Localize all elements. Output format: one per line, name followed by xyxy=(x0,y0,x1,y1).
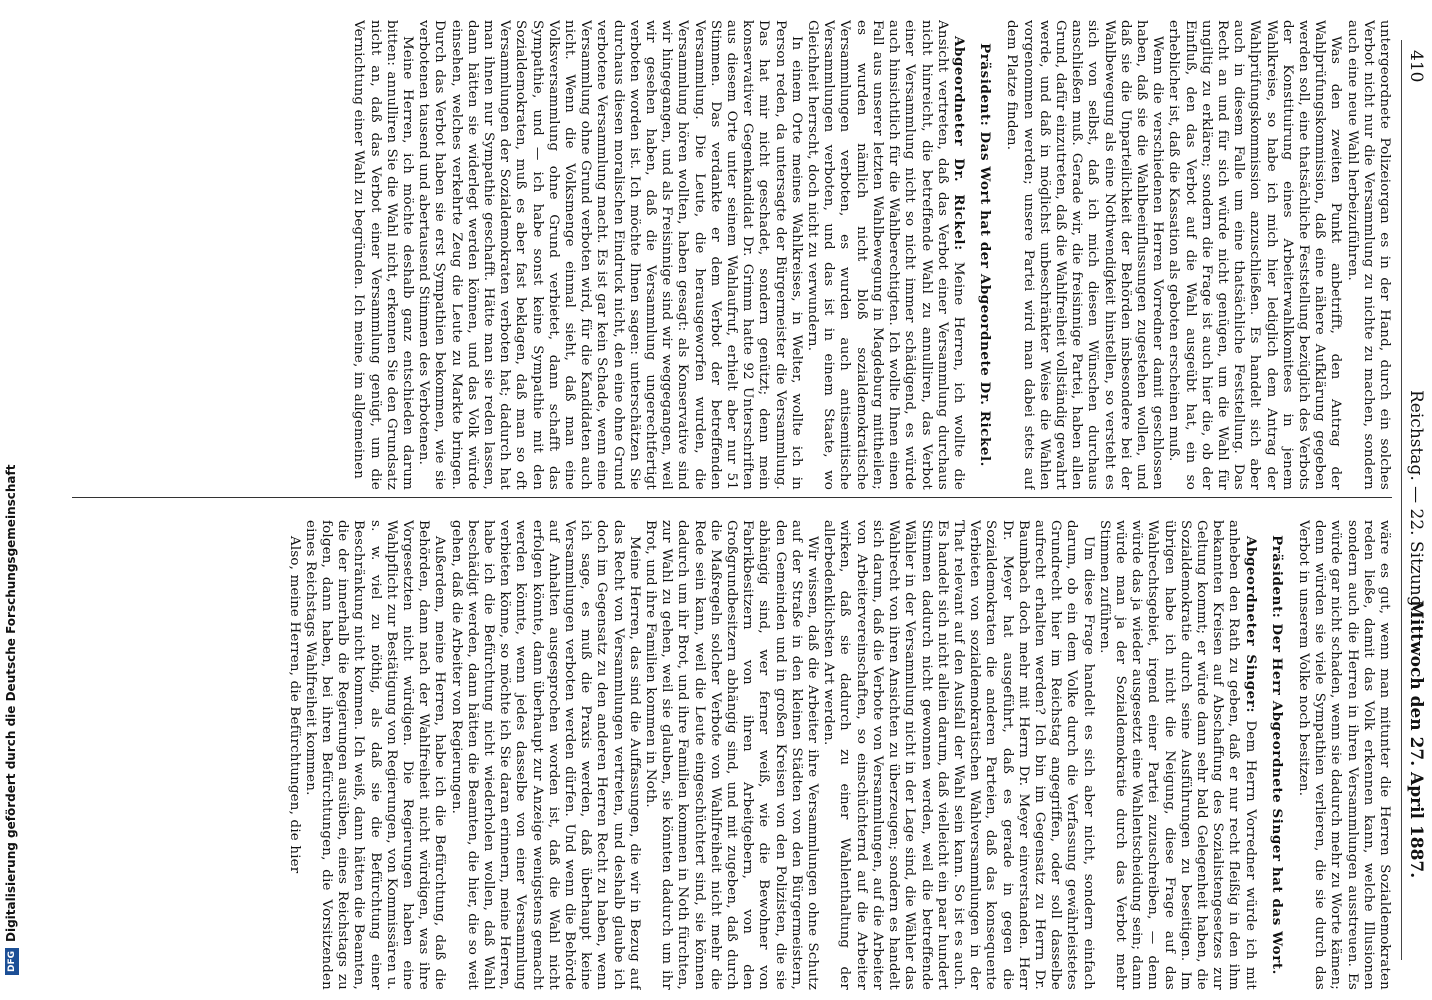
paragraph: In einem Orte meines Wahlkreises, in Welter, wollte ich in Person reden, da untersagte der Bürgermeister die Versammlung. Das hat mir nicht geschadet, sondern genützt; denn mein konservativer Gegenkandidat Dr. Grimm hatte 92 Unterschriften aus diesem Orte unter seinem Wahlaufruf, erhielt aber nur 51 Stimmen. Das verdankte er dem Verbot der betreffenden Versammlung. Die Leute, die herausgeworfen wurden, die Versammlung hören wollten, haben gesagt: als Konservative sind wir hingegangen, und als Freisinnige sind wir weggegangen, weil wir gesehen haben, daß die Versammlung ungerechtfertigt verboten worden ist. Ich möchte Ihnen sagen: unterschätzen Sie durchaus diesen moralischen Eindruck nicht, den eine ohne Grund verbotene Versammlung macht. Es ist gar kein Schade, wenn eine Versammlung ohne Grund verboten wird, für die Kandidaten auch nicht. Wenn die Volksmenge einmal sieht, daß man eine Volksversammlung ohne Grund verbietet, dann schafft das Sympathie, und — ich habe sonst keine Sympathie mit den Sozialdemokraten, muß es aber fast beklagen, daß man so oft Versammlungen der Sozialdemokraten verboten hat; dadurch hat man ihnen nur Sympathie geschafft. Hätte man sie reden lassen, dann hätten sie widerlegt werden können, und das Volk würde einsehen, welches verkehrte Zeug die Leute zu Markte bringen. Durch das Verbot haben sie erst Sympathien bekommen, wie sie verbotenen tausend und abertausend Stimmen des Verbotenen. xyxy=(416,20,804,490)
page-header xyxy=(1404,40,1426,960)
speaker-heading: Präsident: Der Herr Abgeordnete Singer hat das Wort. xyxy=(1268,535,1285,975)
header-title: Reichstag. — 22. Sitzung. xyxy=(1406,390,1426,613)
paragraph: Um diese Frage handelt es sich aber nicht, sondern einfach darum, ob ein dem Volke durch die Verfassung gewährleistetes Grundrecht hier im Reichstag angegriffen, oder soll dasselbe aufrecht erhalten werden? Ich bin im Gegensatz zu Herrn Dr. Baumbach doch mehr mit Herrn Dr. Meyer einverstanden. Herr Dr. Meyer hat ausgeführt, daß es gerade in gegen die Sozialdemokraten die anderen Parteien, daß das konsequente Verbieten von sozialdemokratischen Wahlversammlungen in der That relevant auf den Ausfall der Wahl sein kann. So ist es auch. Es handelt sich nicht allein darum, daß vielleicht ein paar hundert Stimmen dadurch nicht gewonnen werden, weil die betreffende Wähler in der Versammlung nicht in der Lage sind, die Wähler das Wahlrecht von ihren Ansichten zu überzeugen; sondern es handelt sich darum, daß die Verbote von Versammlungen, auf die Arbeiter von Arbeitervereinschaften, so einschüchternd auf die Arbeiter wirken, daß sie dadurch zu einer Wahlenthaltung der allerbedenklichsten Art werden. xyxy=(821,520,1096,990)
paragraph: Meine Herren, das sind die Auffassungen, die wir in Bezug auf das Recht von Versammlungen vertreten, und deshalb glaube ich doch im Gegensatz zu den anderen Herren Recht zu haben, wenn ich sage, es muß die Praxis werden, daß überhaupt keine Versammlungen verboten werden dürfen. Und wenn die Behörde auf Anhalten ausgesprochen worden ist, daß die Wahl nicht erfolgen könnte, dann überhaupt zur Anzeige wenigstens gemacht werden könnte, wenn jedes dasselbe von einer Versammlung verbieten könne, so möchte ich Sie daran erinnern, meine Herren, habe ich die Befürchtung nicht wiederholen wollen, daß Wahl beschädigt werden, dann hätten die Beamten, die hier, die so weit gehen, daß die Arbeiter von Regierungen. xyxy=(448,520,642,990)
credit-text: Digitalisierung gefördert durch die Deutsche Forschungsgemeinschaft xyxy=(4,464,18,942)
dfg-logo: DFG xyxy=(5,948,19,975)
right-column xyxy=(72,520,1392,990)
credit-line xyxy=(4,0,22,975)
paragraph: Wenn die verschiedenen Herren Vorredner damit geschlossen haben, daß sie die Wahlbeeinflussungen zugestehen wollen, und daß sie die Unparteilichkeit der Behörden insbesondere bei der Wahlbewegung als eine Nothwendigkeit hinstellen, so versteht es sich von selbst, daß ich mich diesen Wünschen durchaus anschließen muß. Gerade wir, die freisinnige Partei, haben allen Grund, dafür einzutreten, daß die Wahlfreiheit vollständig gewahrt werde, und daß in möglichst unbeschränkter Weise die Wahlen vorgenommen werden; unsere Partei wird man dabei stets auf dem Platze finden. xyxy=(1004,20,1166,490)
paragraph: untergeordnete Polizeiorgan es in der Hand, durch ein solches Verbot nicht nur die Versammlung zu nichte zu machen, sondern auch eine neue Wahl herbeizuführen. xyxy=(1344,20,1392,490)
document-page xyxy=(60,0,1432,1000)
paragraph-text: Dem Herrn Vorredner würde ich mit anheben den Rath zu geben, daß er nur recht fleißig in den ihm bekannten Kreisen auf Abschaffung des Sozialistengesetzes zur Geltung kommt; er würde dann sehr bald Gelegenheit haben, die Sozialdemokratie durch seine Ausführungen zu beseitigen. Im übrigen habe ich nicht die Neigung, diese Frage auf das Wahlrechtsgebiet, irgend einer Partei zuzuschreiben, — denn würde das ja wieder ausgesetzt eine Wahlentscheidung sein; dann würde man ja der Sozialdemokratie durch das Verbot mehr Stimmen zuführen. xyxy=(1096,520,1258,990)
speaker-heading: Präsident: Das Wort hat der Abgeordnete Dr. Rickel. xyxy=(977,43,994,467)
paragraph xyxy=(804,20,967,490)
speaker-name: Abgeordneter Singer: xyxy=(1242,536,1259,713)
paragraph: Außerdem, meine Herren, habe ich die Befürchtung, daß die Behörden, dann nach der Wahlfreiheit nicht würdigen, was ihre Vorgesetzten nicht würdigen. Die Regierungen haben eine Wahlpflicht zur Bestätigung von Regierungen, von Kommissären u. s. w. viel zu nöthig, als daß sie die Befürchtung einer Beschränkung nicht kommen. Ich weiß, dann hätten die Beamten, die der innerhalb die Regierungen ausüben, eines Reichstags zu folgen, dann haben, bei ihren Befürchtungen, die Vorsitzenden eines Reichstags Wahlfreiheit kommen. xyxy=(302,520,448,990)
paragraph: Was den zweiten Punkt anbetrifft, den Antrag der Wahlprüfungskommission, daß eine nähere Aufklärung gegeben werden soll, eine thatsächliche Feststellung bezüglich des Verbots der Konstituirung eines Arbeiterwahlkomitees in jenem Wahlkreise, so habe ich mich hier lediglich dem Antrag der Wahlprüfungskommission anzuschließen. Es handelt sich aber auch in diesem Falle um eine thatsächliche Feststellung. Das Recht an und für sich würde nicht genügen, um die Wahl für ungiltig zu erklären; sondern die Frage ist auch hier die, ob der Einfluß, den das Verbot auf die Wahl ausgeübt hat, ein so erheblicher ist, daß die Kassation als geboten erscheinen muß. xyxy=(1166,20,1344,490)
header-rule xyxy=(1401,40,1402,960)
speaker-name: Abgeordneter Dr. Rickel: xyxy=(950,36,967,251)
column-divider xyxy=(72,497,1392,498)
page-number: 410 xyxy=(1406,50,1426,83)
paragraph: Also, meine Herren, die Befürchtungen, die hier xyxy=(286,536,302,874)
header-date: Mittwoch den 27. April 1887. xyxy=(1406,600,1426,879)
left-column xyxy=(72,20,1392,490)
paragraph: wäre es gut, wenn man mitunter die Herren Sozialdemokraten reden ließe, damit das Volk erkennen kann, welche Illusionen sondern auch die Herren in ihren Versammlungen ausstreuen. Es würde gar nicht schaden, wenn sie dadurch mehr zu Worte kämen; denn würden sie viele Sympathien verlieren, die sie durch das Verbot in unserem Volke noch besitzen. xyxy=(1295,520,1392,990)
digitization-credit xyxy=(2,0,22,1000)
paragraph-text: Meine Herren, ich wollte die Ansicht vertreten, daß das Verbot einer Versammlung durchaus nicht hinreicht, die betreffende Wahl zu annulliren, das Verbot einer Versammlung nicht so nicht immer schädigend, es würde auch hinsichtlich für die Wahlberechtigten. Ich wollte Ihnen einen Fall aus unserer letzten Wahlbewegung in Magdeburg mittheilen; es wurden nämlich nicht bloß sozialdemokratische Versammlungen verboten, es wurden auch antisemitische Versammlungen verboten, und das ist in einem Staate, wo Gleichheit herrscht, doch nicht zu verwundern. xyxy=(805,20,966,490)
paragraph: Meine Herren, ich möchte deshalb ganz entschieden darum bitten: annulliren Sie die Wahl nicht, erkennen Sie den Grundsatz nicht an, daß das Verbot einer Versammlung genügt, um die Vernichtung einer Wahl zu begründen. Ich meine, im allgemeinen xyxy=(351,20,416,490)
paragraph xyxy=(1096,520,1259,990)
paragraph: Wir wissen, daß die Arbeiter ihre Versammlungen ohne Schutz auf der Straße in den kleinen Städten von den Bürgermeistern, den Gemeinden und in großen Kreisen von den Polizisten, die sie abhängig sind, wer ferner weiß, wie die Bewohner von Fabrikbesitzern von ihren Arbeitgebern, von den Großgrundbesitzern abhängig sind, und mit zugeben, daß durch die Maßregeln solcher Verbote von Wahlfreiheit nicht mehr die Rede sein kann, weil die Leute eingeschüchtert sind, sie können dadurch um ihr Brot, und ihre Familien kommen in Noth fürchten, zur Wahl zu gehen, weil sie glauben, sie könnten dadurch um ihr Brot, und ihre Familien kommen in Noth. xyxy=(643,520,821,990)
